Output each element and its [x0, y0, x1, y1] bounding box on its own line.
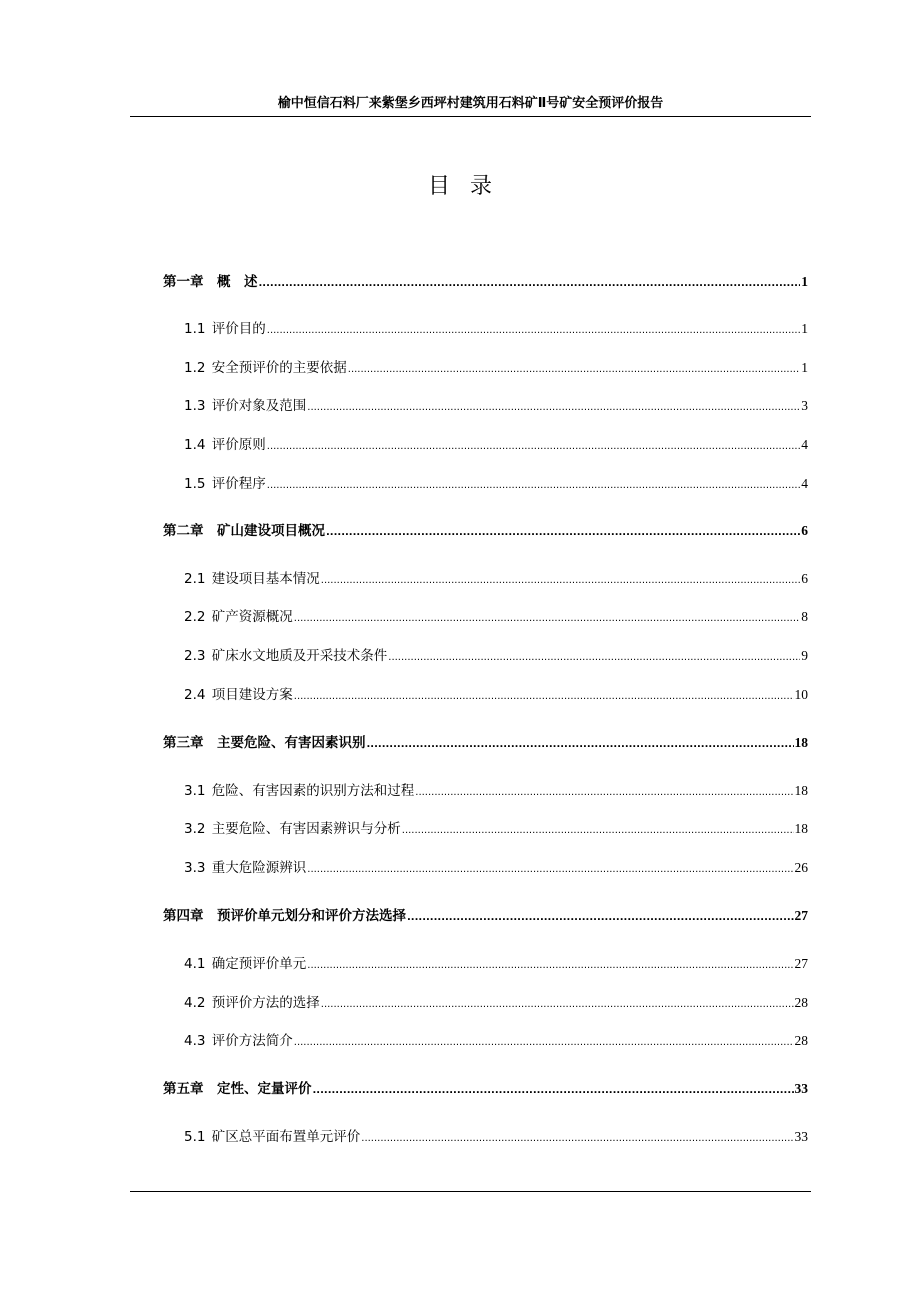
toc-entry-label: 3.3 重大危险源辨识 [184, 860, 307, 876]
dot-leader [321, 995, 794, 1015]
toc-entry-1-2[interactable] [184, 358, 808, 378]
toc-entry-page: 6 [801, 571, 808, 586]
dot-leader [259, 274, 801, 294]
toc-entry-label: 第二章 矿山建设项目概况 [163, 523, 325, 539]
toc-entry-3-3[interactable] [184, 858, 808, 878]
toc-entry-label: 1.1 评价目的 [184, 321, 266, 337]
dot-leader [402, 821, 794, 841]
dot-leader [361, 1129, 793, 1149]
dot-leader [294, 1033, 794, 1053]
toc-entry-label: 3.1 危险、有害因素的识别方法和过程 [184, 783, 415, 799]
dot-leader [267, 437, 800, 457]
toc-entry-2-3[interactable] [184, 646, 808, 666]
dot-leader [415, 783, 793, 803]
toc-entry-label: 4.1 确定预评价单元 [184, 956, 307, 972]
toc-entry-page: 28 [794, 995, 808, 1010]
dot-leader [267, 321, 800, 341]
dot-leader [294, 687, 794, 707]
toc-entry-label: 2.4 项目建设方案 [184, 687, 293, 703]
toc-entry-2-1[interactable] [184, 569, 808, 589]
dot-leader [313, 1081, 794, 1101]
toc-entry-4-3[interactable] [184, 1031, 808, 1051]
toc-entry-page: 8 [801, 609, 808, 624]
toc-entry-page: 4 [801, 476, 808, 491]
toc-entry-page: 6 [801, 523, 808, 538]
toc-entry-page: 27 [794, 956, 808, 971]
toc-entry-page: 1 [801, 321, 808, 336]
toc-entry-chapter-2[interactable] [163, 521, 808, 541]
toc-entry-2-4[interactable] [184, 685, 808, 705]
toc-entry-page: 18 [794, 783, 808, 798]
toc-entry-label: 第五章 定性、定量评价 [163, 1081, 312, 1097]
dot-leader [326, 523, 800, 543]
header-divider [130, 116, 811, 117]
toc-entry-page: 26 [794, 860, 808, 875]
toc-entry-page: 18 [794, 735, 808, 750]
toc-entry-3-1[interactable] [184, 781, 808, 801]
toc-entry-page: 28 [794, 1033, 808, 1048]
toc-entry-label: 1.4 评价原则 [184, 437, 266, 453]
dot-leader [267, 476, 800, 496]
dot-leader [407, 908, 794, 928]
dot-leader [307, 956, 793, 976]
toc-entry-page: 3 [801, 398, 808, 413]
toc-entry-2-2[interactable] [184, 607, 808, 627]
toc-entry-page: 9 [801, 648, 808, 663]
toc-entry-page: 1 [801, 274, 808, 289]
toc-entry-label: 2.1 建设项目基本情况 [184, 571, 320, 587]
toc-entry-label: 5.1 矿区总平面布置单元评价 [184, 1129, 361, 1145]
toc-entry-4-1[interactable] [184, 954, 808, 974]
toc-entry-chapter-4[interactable] [163, 906, 808, 926]
toc-entry-label: 第一章 概 述 [163, 274, 258, 290]
toc-entry-label: 4.3 评价方法简介 [184, 1033, 293, 1049]
dot-leader [307, 398, 800, 418]
toc-entry-5-1[interactable] [184, 1127, 808, 1147]
toc-entry-4-2[interactable] [184, 993, 808, 1013]
toc-entry-3-2[interactable] [184, 819, 808, 839]
toc-entry-page: 27 [794, 908, 808, 923]
dot-leader [307, 860, 793, 880]
toc-entry-page: 1 [801, 360, 808, 375]
toc-entry-1-3[interactable] [184, 396, 808, 416]
footer-divider [130, 1191, 811, 1192]
toc-entry-label: 3.2 主要危险、有害因素辨识与分析 [184, 821, 401, 837]
toc-entry-label: 4.2 预评价方法的选择 [184, 995, 320, 1011]
dot-leader [388, 648, 800, 668]
toc-entry-page: 18 [794, 821, 808, 836]
toc-entry-label: 1.2 安全预评价的主要依据 [184, 360, 347, 376]
toc-entry-label: 第四章 预评价单元划分和评价方法选择 [163, 908, 406, 924]
toc-entry-label: 2.2 矿产资源概况 [184, 609, 293, 625]
toc-entry-1-1[interactable] [184, 319, 808, 339]
toc-entry-page: 4 [801, 437, 808, 452]
toc-entry-label: 第三章 主要危险、有害因素识别 [163, 735, 366, 751]
toc-heading: 目录 [427, 174, 512, 199]
toc-entry-label: 1.5 评价程序 [184, 476, 266, 492]
dot-leader [294, 609, 800, 629]
toc-entry-page: 33 [794, 1129, 808, 1144]
dot-leader [321, 571, 800, 591]
dot-leader [348, 360, 800, 380]
toc-entry-chapter-3[interactable] [163, 733, 808, 753]
toc-entry-chapter-1[interactable] [163, 272, 808, 292]
toc-entry-chapter-5[interactable] [163, 1079, 808, 1099]
toc-entry-page: 10 [794, 687, 808, 702]
toc-entry-label: 2.3 矿床水文地质及开采技术条件 [184, 648, 388, 664]
toc-entry-1-4[interactable] [184, 435, 808, 455]
toc-entry-1-5[interactable] [184, 474, 808, 494]
toc-entry-page: 33 [794, 1081, 808, 1096]
running-header-title: 榆中恒信石料厂来紫堡乡西坪村建筑用石料矿Ⅱ号矿安全预评价报告 [277, 96, 664, 111]
toc-entry-label: 1.3 评价对象及范围 [184, 398, 307, 414]
dot-leader [367, 735, 794, 755]
